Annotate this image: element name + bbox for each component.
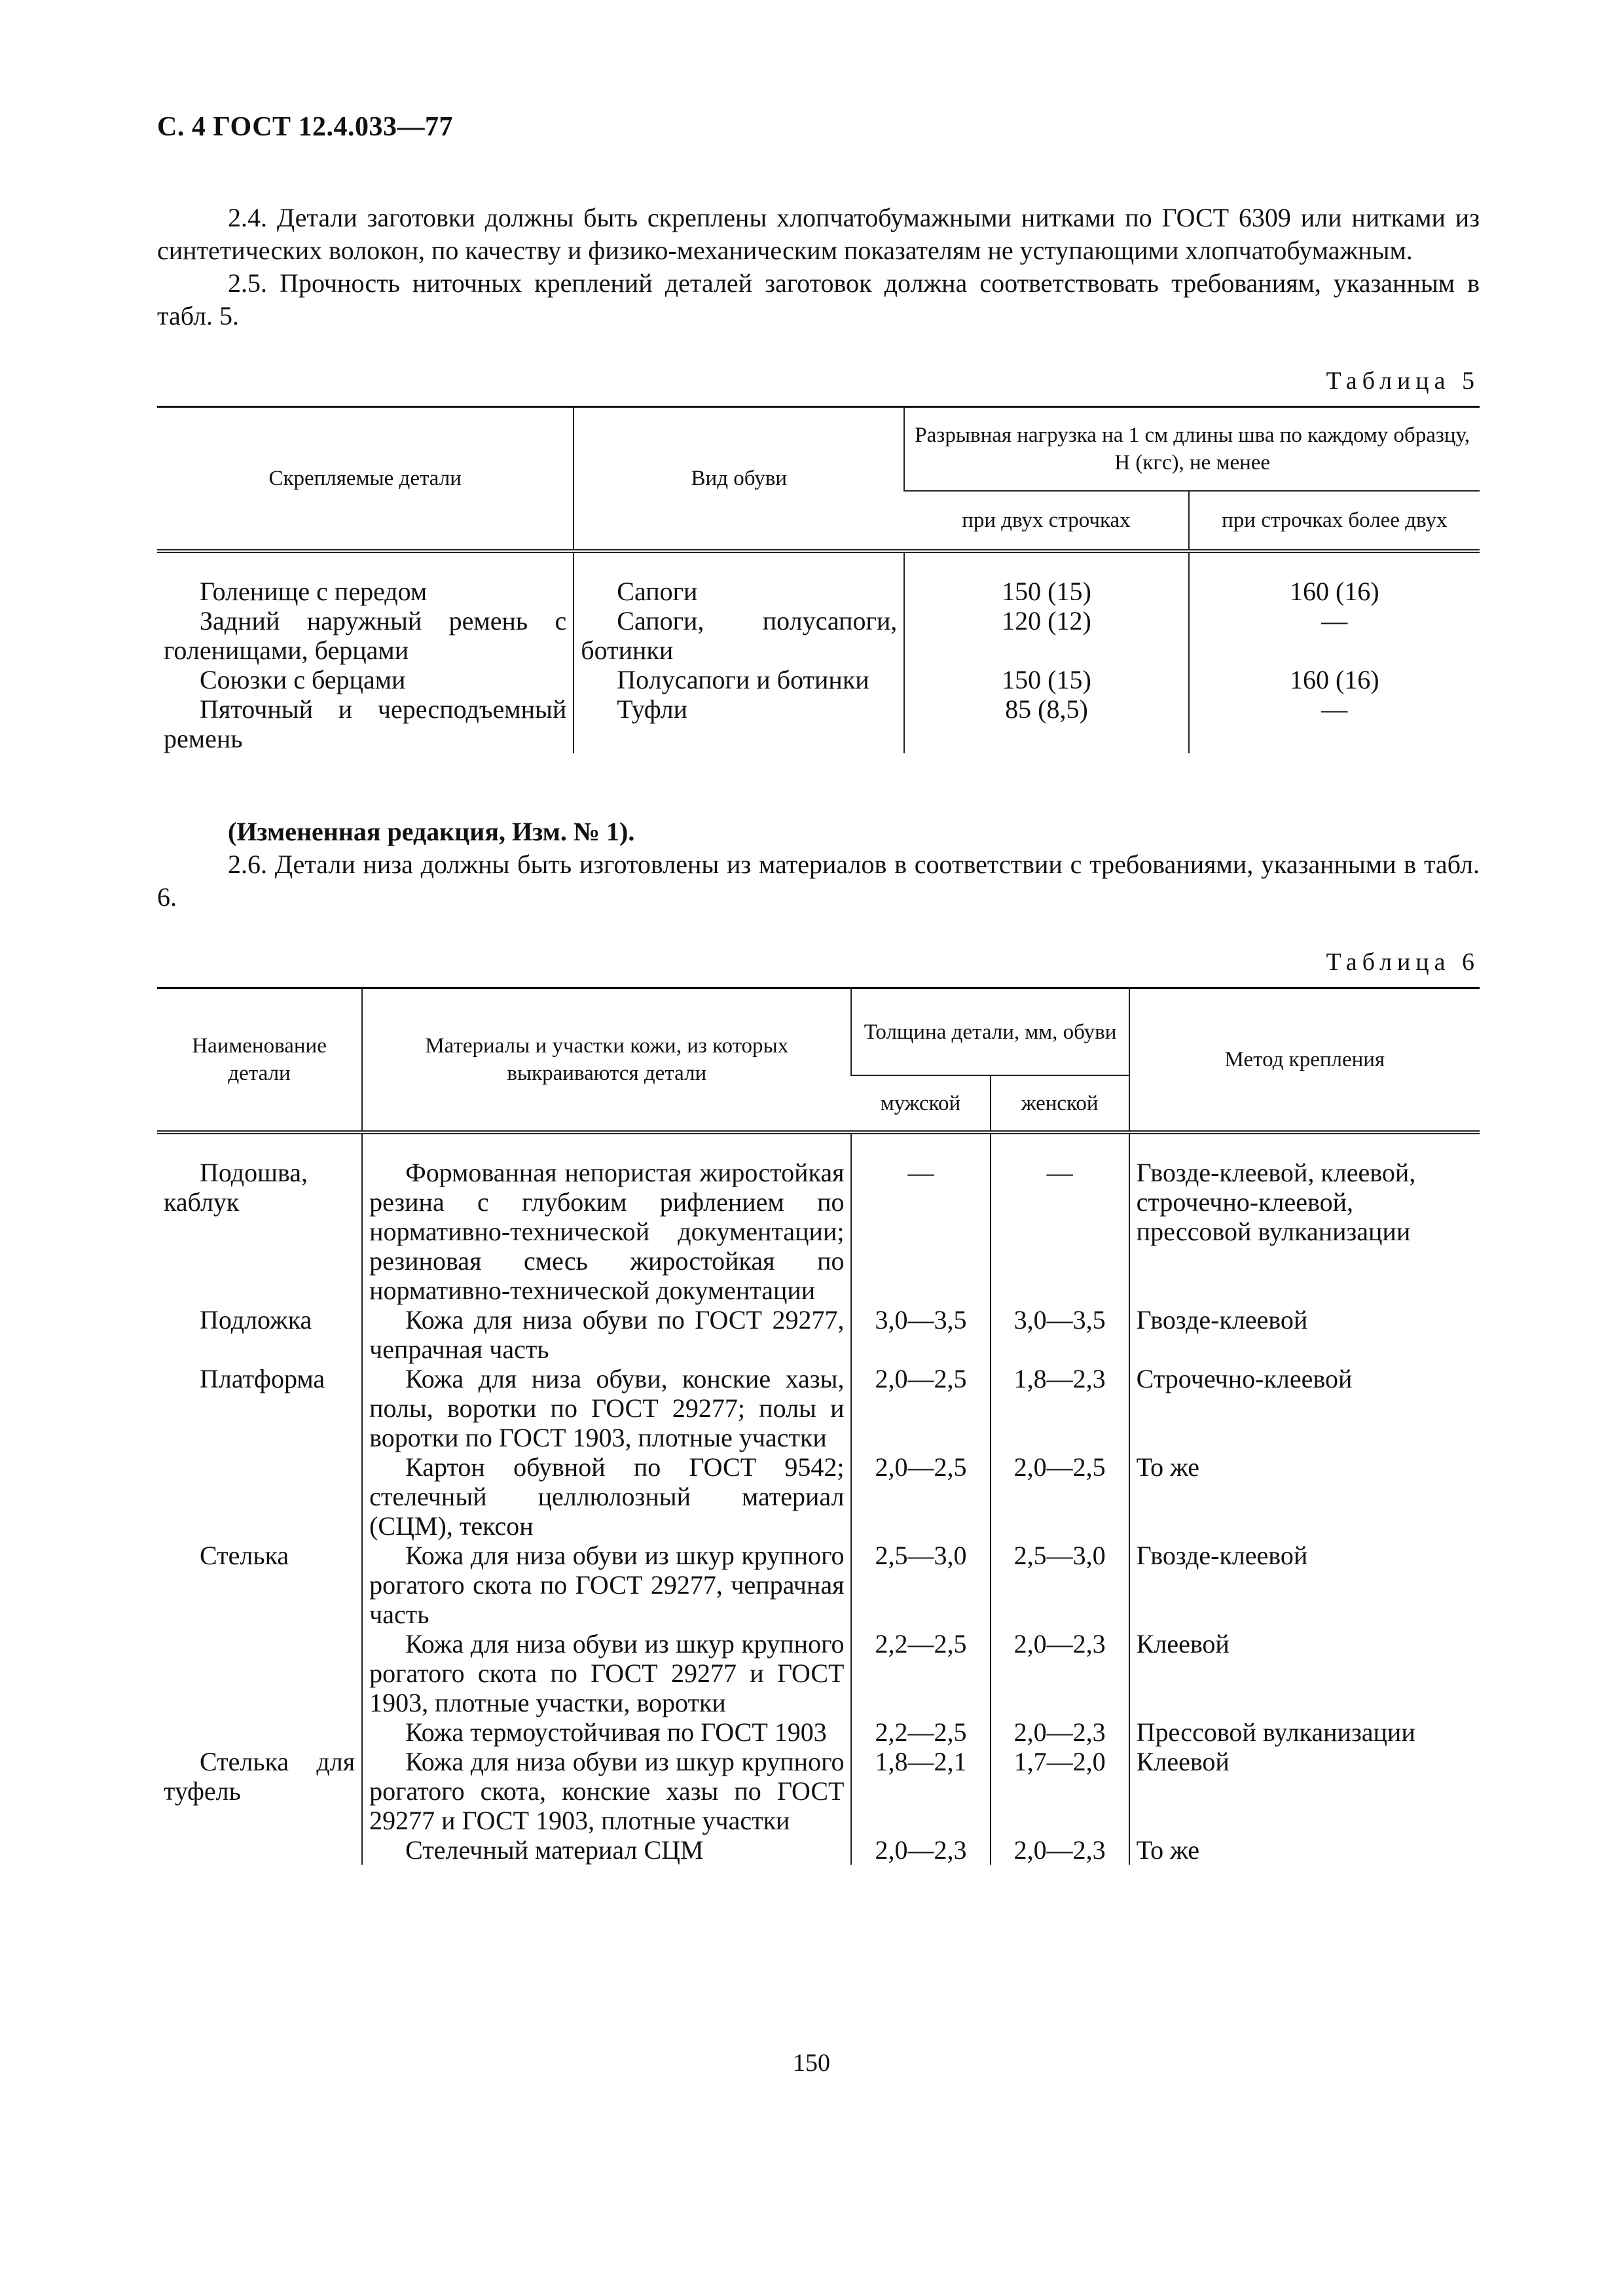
paragraph-2-6: 2.6. Детали низа должны быть изготовлены из материалов в соответствии с требованиями, указанными в табл. 6. <box>157 850 1480 912</box>
table6-cell-method: Строчечно-клеевой <box>1129 1364 1480 1452</box>
table6-cell-method: Гвозде-клеевой <box>1129 1541 1480 1629</box>
table6-cell-method: То же <box>1129 1835 1480 1865</box>
table5-cell-part: Союзки с берцами <box>200 665 406 694</box>
table6-cell-men: 2,2—2,5 <box>851 1717 990 1747</box>
table-row <box>157 606 1480 665</box>
table6-cell-women: 2,0—2,3 <box>991 1629 1129 1717</box>
table-row <box>157 577 1480 606</box>
table6-cell-method: Клеевой <box>1129 1747 1480 1835</box>
table-row <box>157 1158 1480 1305</box>
table5-cell-two: 120 (12) <box>904 606 1188 665</box>
table5-cell-more: 160 (16) <box>1189 577 1480 606</box>
table6-cell-name <box>157 1452 362 1541</box>
table-row <box>157 1452 1480 1541</box>
table6-caption: Таблица 6 <box>1326 948 1480 976</box>
table-row <box>157 694 1480 753</box>
table6-header-name: Наименование детали <box>157 988 362 1133</box>
table6-cell-name: Подложка <box>200 1305 312 1335</box>
table-row <box>157 1747 1480 1835</box>
table6-cell-method: Гвозде-клеевой <box>1129 1305 1480 1364</box>
table5-cell-part: Задний наружный ремень с голенищами, берцами <box>164 606 567 665</box>
page-number: 150 <box>793 2049 830 2077</box>
table6-header-materials: Материалы и участки кожи, из которых выкраиваются детали <box>362 988 851 1133</box>
table6-cell-name: Подошва, каблук <box>164 1158 308 1217</box>
table6-cell-name: Стелька <box>200 1541 289 1570</box>
table5-header-footwear: Вид обуви <box>574 407 904 552</box>
table5-header-parts: Скрепляемые детали <box>157 407 574 552</box>
table5-cell-footwear: Сапоги <box>574 577 904 606</box>
table5-cell-part: Пяточный и чересподъемный ремень <box>164 694 567 753</box>
table5-cell-footwear: Туфли <box>574 694 904 753</box>
table6-cell-men: 2,0—2,5 <box>851 1364 990 1452</box>
table5-cell-footwear: Полусапоги и ботинки <box>574 665 904 694</box>
table6-cell-name: Платформа <box>200 1364 325 1393</box>
table-row <box>157 1717 1480 1747</box>
table6-cell-name <box>157 1835 362 1865</box>
page-header: С. 4 ГОСТ 12.4.033—77 <box>157 112 454 142</box>
table6-cell-men: 2,0—2,5 <box>851 1452 990 1541</box>
amendment-note: (Измененная редакция, Изм. № 1). <box>228 817 635 846</box>
table6-cell-women: 3,0—3,5 <box>991 1305 1129 1364</box>
document-page <box>157 111 1480 1865</box>
table5-header-load: Разрывная нагрузка на 1 см длины шва по каждому образцу, Н (кгс), не менее <box>904 407 1480 492</box>
table6-cell-material: Кожа для низа обуви, конские хазы, полы, воротки по ГОСТ 29277; полы и воротки по ГОСТ 1903, плотные участки <box>362 1364 851 1452</box>
table-row <box>157 1835 1480 1865</box>
table5-cell-two: 150 (15) <box>904 665 1188 694</box>
table6-cell-women: — <box>991 1158 1129 1305</box>
table5-cell-part: Голенище с передом <box>200 577 428 606</box>
table6-header-thickness: Толщина детали, мм, обуви <box>851 988 1129 1076</box>
table5-caption: Таблица 5 <box>1326 367 1480 395</box>
table6-cell-name: Стелька для туфель <box>164 1747 356 1806</box>
table6-cell-material: Стелечный материал СЦМ <box>362 1835 851 1865</box>
table6-cell-women: 1,7—2,0 <box>991 1747 1129 1835</box>
table5-header-two: при двух строчках <box>904 491 1188 551</box>
table5-header-more: при строчках более двух <box>1189 491 1480 551</box>
table6-cell-women: 2,5—3,0 <box>991 1541 1129 1629</box>
table6-cell-material: Кожа для низа обуви из шкур крупного рогатого скота, конские хазы по ГОСТ 29277 и ГОСТ 1903, плотные участки <box>362 1747 851 1835</box>
table6-cell-material: Кожа термоустойчивая по ГОСТ 1903 <box>362 1717 851 1747</box>
table-row <box>157 1629 1480 1717</box>
table6-cell-women: 2,0—2,5 <box>991 1452 1129 1541</box>
table5-cell-more: — <box>1189 606 1480 665</box>
table-5 <box>157 406 1480 753</box>
table6-cell-method: То же <box>1129 1452 1480 1541</box>
table-row <box>157 1364 1480 1452</box>
paragraph-2-5: 2.5. Прочность ниточных креплений деталей заготовок должна соответствовать требованиям, указанным в табл. 5. <box>157 268 1480 331</box>
table5-cell-more: — <box>1189 694 1480 753</box>
table5-cell-two: 85 (8,5) <box>904 694 1188 753</box>
table6-cell-men: 2,5—3,0 <box>851 1541 990 1629</box>
table6-cell-women: 2,0—2,3 <box>991 1835 1129 1865</box>
table5-cell-two: 150 (15) <box>904 577 1188 606</box>
table6-cell-women: 2,0—2,3 <box>991 1717 1129 1747</box>
table-row <box>157 665 1480 694</box>
table-row <box>157 1541 1480 1629</box>
table6-header-men: мужской <box>851 1075 990 1132</box>
table6-cell-men: — <box>851 1158 990 1305</box>
table6-cell-men: 3,0—3,5 <box>851 1305 990 1364</box>
table6-cell-men: 1,8—2,1 <box>851 1747 990 1835</box>
table5-cell-more: 160 (16) <box>1189 665 1480 694</box>
table6-cell-name <box>157 1717 362 1747</box>
table6-cell-material: Картон обувной по ГОСТ 9542; стелечный целлюлозный материал (СЦМ), тексон <box>362 1452 851 1541</box>
table6-cell-name <box>157 1629 362 1717</box>
table6-cell-method: Клеевой <box>1129 1629 1480 1717</box>
table6-cell-material: Формованная непористая жиростойкая резина с глубоким рифлением по нормативно-технической документации; резиновая смесь жиростойкая по нормативно-технической документации <box>362 1158 851 1305</box>
table6-header-method: Метод крепления <box>1129 988 1480 1133</box>
table6-cell-material: Кожа для низа обуви из шкур крупного рогатого скота по ГОСТ 29277 и ГОСТ 1903, плотные участки, воротки <box>362 1629 851 1717</box>
table6-cell-women: 1,8—2,3 <box>991 1364 1129 1452</box>
table-row <box>157 1305 1480 1364</box>
table6-cell-material: Кожа для низа обуви по ГОСТ 29277, чепрачная часть <box>362 1305 851 1364</box>
table6-cell-method: Гвозде-клеевой, клеевой, строчечно-клеевой, прессовой вулканизации <box>1129 1158 1480 1305</box>
paragraph-2-4: 2.4. Детали заготовки должны быть скреплены хлопчатобумажными нитками по ГОСТ 6309 или нитками из синтетических волокон, по качеству и физико-механическим показателям не уступающими хлопчатобумажным. <box>157 203 1480 265</box>
table-6 <box>157 987 1480 1865</box>
table6-cell-method: Прессовой вулканизации <box>1129 1717 1480 1747</box>
table6-cell-men: 2,0—2,3 <box>851 1835 990 1865</box>
table6-cell-material: Кожа для низа обуви из шкур крупного рогатого скота по ГОСТ 29277, чепрачная часть <box>362 1541 851 1629</box>
table6-header-women: женской <box>991 1075 1129 1132</box>
table6-cell-men: 2,2—2,5 <box>851 1629 990 1717</box>
table5-cell-footwear: Сапоги, полусапоги, ботинки <box>574 606 904 665</box>
